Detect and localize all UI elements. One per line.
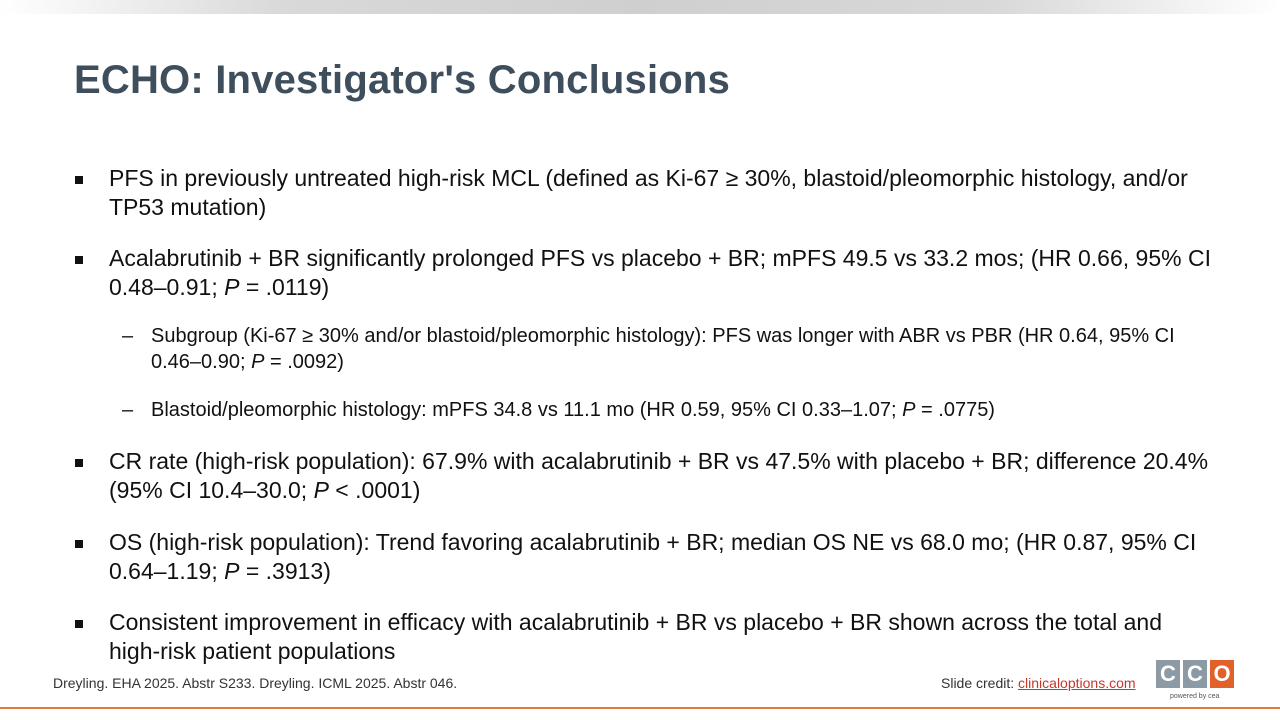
cco-logo bbox=[1156, 660, 1234, 706]
bullet-text: Consistent improvement in efficacy with acalabrutinib + BR vs placebo + BR shown across the total and high-risk patient populations bbox=[109, 609, 1163, 664]
sub-bullet-text: Subgroup (Ki-67 ≥ 30% and/or blastoid/pleomorphic histology): PFS was longer with ABR vs PBR (HR 0.64, 95% CI 0.46–0.90; P = .0092) bbox=[151, 325, 1175, 373]
square-bullet-icon bbox=[75, 256, 83, 264]
bullet-text: OS (high-risk population): Trend favoring acalabrutinib + BR; median OS NE vs 68.0 mo; (HR 0.87, 95% CI 0.64–1.19; P = .3913) bbox=[109, 529, 1197, 584]
top-gradient-band bbox=[0, 0, 1280, 14]
bullet-text: Acalabrutinib + BR significantly prolonged PFS vs placebo + BR; mPFS 49.5 vs 33.2 mos; (HR 0.66, 95% CI 0.48–0.91; P = .0119) bbox=[109, 245, 1211, 300]
square-bullet-icon bbox=[75, 459, 83, 467]
sub-bullet-text: Blastoid/pleomorphic histology: mPFS 34.8 vs 11.1 mo (HR 0.59, 95% CI 0.33–1.07; P = .0775) bbox=[151, 399, 995, 421]
bullet-text: CR rate (high-risk population): 67.9% with acalabrutinib + BR vs 47.5% with placebo + BR; difference 20.4% (95% CI 10.4–30.0; P < .0001) bbox=[109, 448, 1209, 503]
logo-tagline: powered by cea bbox=[1170, 693, 1220, 700]
clinicaloptions-link[interactable]: clinicaloptions.com bbox=[1018, 675, 1136, 691]
reference-footnote: Dreyling. EHA 2025. Abstr S233. Dreyling. ICML 2025. Abstr 046. bbox=[53, 675, 458, 691]
logo-letter-c2: C bbox=[1183, 660, 1207, 688]
square-bullet-icon bbox=[75, 540, 83, 548]
logo-letter-c1: C bbox=[1156, 660, 1180, 688]
slide-credit-label: Slide credit: bbox=[941, 675, 1019, 691]
dash-bullet-icon: – bbox=[122, 399, 134, 421]
bottom-accent-line bbox=[0, 707, 1280, 709]
square-bullet-icon bbox=[75, 620, 83, 628]
dash-bullet-icon: – bbox=[122, 325, 134, 347]
square-bullet-icon bbox=[75, 176, 83, 184]
slide-title: ECHO: Investigator's Conclusions bbox=[74, 58, 731, 102]
slide-credit bbox=[941, 675, 1136, 691]
bullet-text: PFS in previously untreated high-risk MCL (defined as Ki-67 ≥ 30%, blastoid/pleomorphic histology, and/or TP53 mutation) bbox=[109, 165, 1188, 220]
logo-letter-o: O bbox=[1210, 660, 1234, 688]
